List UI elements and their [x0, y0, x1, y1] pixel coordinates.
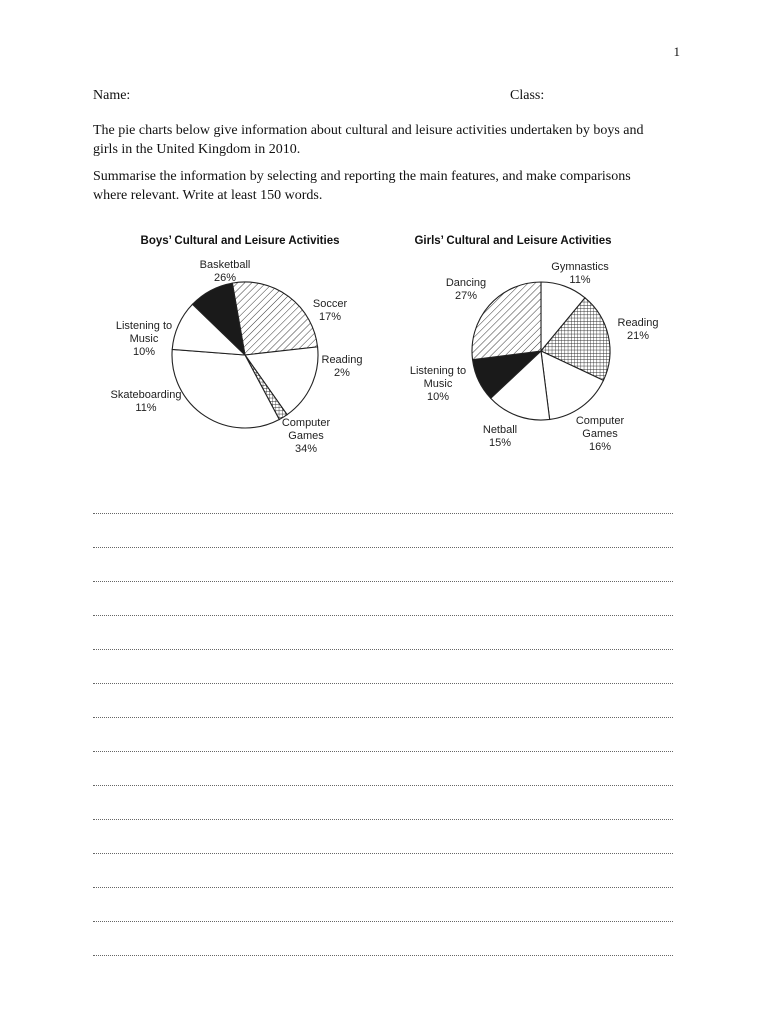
slice-label-dancing: Dancing: [445, 277, 487, 289]
slice-value-netball: 15%: [488, 437, 512, 449]
answer-line[interactable]: [93, 650, 673, 684]
answer-lines: [93, 480, 673, 956]
slice-value-gymnastics: 11%: [569, 274, 591, 286]
answer-line[interactable]: [93, 718, 673, 752]
chart-title: Girls’ Cultural and Leisure Activities: [414, 235, 612, 247]
slice-value-listening-to-music: 10%: [426, 391, 450, 403]
slice-label-listening-to-music: Listening to Music: [409, 365, 467, 390]
task-instructions: Summarise the information by selecting and reporting the main features, and make comparisons where relevant. Write at least 150 words.: [93, 169, 631, 203]
answer-line[interactable]: [93, 480, 673, 514]
slice-label-soccer: Soccer: [312, 298, 348, 310]
slice-label-computer-games: Computer Games: [281, 417, 331, 442]
slice-label-reading: Reading: [617, 317, 659, 329]
answer-line[interactable]: [93, 548, 673, 582]
answer-line[interactable]: [93, 922, 673, 956]
slice-value-soccer: 17%: [318, 311, 342, 323]
answer-line[interactable]: [93, 582, 673, 616]
answer-line[interactable]: [93, 786, 673, 820]
answer-line[interactable]: [93, 514, 673, 548]
answer-line[interactable]: [93, 752, 673, 786]
class-label: Class:: [510, 88, 545, 103]
slice-value-computer-games: 16%: [588, 441, 612, 453]
answer-line[interactable]: [93, 820, 673, 854]
answer-line[interactable]: [93, 616, 673, 650]
task-description: The pie charts below give information about cultural and leisure activities undertaken by boys and girls in the United Kingdom in 2010.: [93, 123, 644, 157]
pie-slices: [172, 282, 318, 428]
pie-slices: [472, 282, 610, 420]
slice-value-skateboarding: 11%: [135, 402, 157, 414]
slice-value-reading: 21%: [626, 330, 650, 342]
slice-value-listening-to-music: 10%: [132, 346, 156, 358]
answer-line[interactable]: [93, 888, 673, 922]
answer-line[interactable]: [93, 854, 673, 888]
slice-value-computer-games: 34%: [294, 443, 318, 455]
slice-label-netball: Netball: [482, 424, 518, 436]
slice-label-basketball: Basketball: [199, 259, 251, 271]
answer-line[interactable]: [93, 684, 673, 718]
page-number: 1: [673, 44, 680, 59]
pie-slice-dancing: [472, 282, 541, 360]
slice-label-computer-games: Computer Games: [575, 415, 625, 440]
boys-pie-chart: [90, 225, 430, 475]
slice-value-reading: 2%: [334, 367, 350, 379]
slice-label-skateboarding: Skateboarding: [110, 389, 182, 401]
slice-value-dancing: 27%: [454, 290, 478, 302]
name-label: Name:: [93, 88, 131, 103]
chart-title: Boys’ Cultural and Leisure Activities: [140, 235, 340, 247]
slice-label-gymnastics: Gymnastics: [551, 261, 609, 273]
slice-label-reading: Reading: [321, 354, 363, 366]
slice-value-basketball: 26%: [213, 272, 237, 284]
pie-slice-basketball: [232, 282, 317, 355]
slice-label-listening-to-music: Listening to Music: [115, 320, 173, 345]
girls-pie-chart: [395, 225, 735, 475]
